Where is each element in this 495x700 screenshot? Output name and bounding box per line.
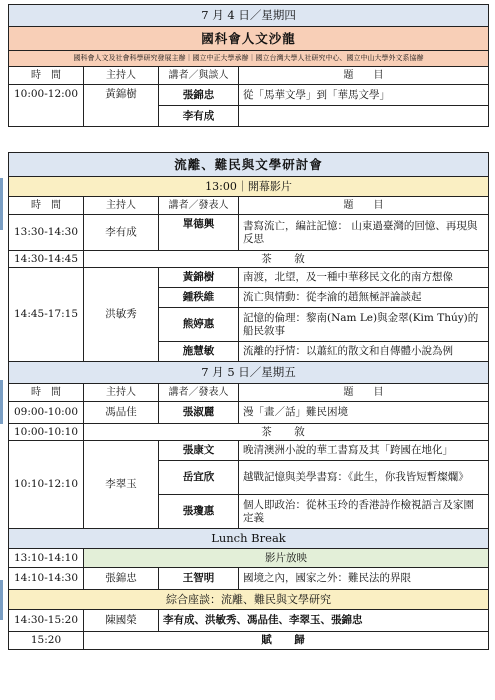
forum-title: 綜合座談：流離、難民與文學研究 bbox=[9, 590, 489, 610]
session-time: 14:45-17:15 bbox=[9, 268, 84, 362]
header-topic: 題 目 bbox=[239, 197, 489, 215]
header-speaker: 講者／發表人 bbox=[159, 197, 239, 215]
film-time: 13:10-14:10 bbox=[9, 549, 84, 568]
header-time: 時 間 bbox=[9, 67, 84, 85]
header-speaker: 講者／發表人 bbox=[159, 384, 239, 402]
speaker-name: 李有成 bbox=[159, 106, 239, 127]
opening-film: 13:00｜開幕影片 bbox=[9, 177, 489, 197]
speaker-name: 熊婷惠 bbox=[159, 308, 239, 342]
film-screening: 影片放映 bbox=[84, 549, 489, 568]
header-host: 主持人 bbox=[84, 384, 159, 402]
speaker-name: 單德興 bbox=[159, 215, 239, 251]
speaker-name: 鍾秩維 bbox=[159, 288, 239, 308]
speaker-name: 施慧敏 bbox=[159, 342, 239, 362]
conference-title: 流離、難民與文學研討會 bbox=[9, 153, 489, 177]
organizers-line: 國科會人文及社會科學研究發展主辦｜國立中正大學承辦｜國立台灣大學人社研究中心、國立中山大學外文系協辦 bbox=[9, 51, 489, 67]
session-host: 黃錦樹 bbox=[84, 85, 159, 127]
session-time: 13:30-14:30 bbox=[9, 215, 84, 251]
session-time: 09:00-10:00 bbox=[9, 402, 84, 424]
topic-text: 流離的抒情：以蕭紅的散文和自傳體小說為例 bbox=[239, 342, 489, 362]
topic-text: 從「馬華文學」到「華馬文學」 bbox=[239, 85, 489, 106]
topic-text: 南渡，北望，及一種中華移民文化的南方想像 bbox=[239, 268, 489, 288]
speaker-name: 張淑麗 bbox=[159, 402, 239, 424]
topic-text: 書寫流亡，編註記憶： 山東過臺灣的回憶、再現與反思 bbox=[239, 215, 489, 251]
topic-text: 越戰記憶與美學書寫：《此生，你我皆短暫燦爛》 bbox=[239, 461, 489, 495]
forum-panel: 李有成、洪敏秀、馮品佳、李翠玉、張錦忠 bbox=[159, 610, 489, 632]
break-time: 14:30-14:45 bbox=[9, 251, 84, 268]
topic-text: 國境之內，國家之外：難民法的界限 bbox=[239, 568, 489, 590]
session-time: 10:00-12:00 bbox=[9, 85, 84, 127]
day2-header-row bbox=[9, 384, 489, 402]
left-margin-accent bbox=[0, 380, 3, 424]
header-speaker: 講者／與談人 bbox=[159, 67, 239, 85]
topic-text bbox=[239, 106, 489, 127]
session-host: 李有成 bbox=[84, 215, 159, 251]
salon-title: 國科會人文沙龍 bbox=[9, 27, 489, 51]
tea-break: 茶 敘 bbox=[84, 251, 489, 268]
break-time: 10:00-10:10 bbox=[9, 424, 84, 441]
session-time: 10:10-12:10 bbox=[9, 441, 84, 529]
day1-date: 7 月 4 日／星期四 bbox=[9, 5, 489, 27]
header-time: 時 間 bbox=[9, 197, 84, 215]
speaker-name: 張錦忠 bbox=[159, 85, 239, 106]
speaker-name: 黃錦樹 bbox=[159, 268, 239, 288]
day2-date: 7 月 5 日／星期五 bbox=[9, 362, 489, 384]
end-time: 15:20 bbox=[9, 632, 84, 650]
header-host: 主持人 bbox=[84, 67, 159, 85]
topic-text: 晚清澳洲小說的華工書寫及其「跨國在地化」 bbox=[239, 441, 489, 461]
topic-text: 流亡與情動：從李渝的趙無極評論談起 bbox=[239, 288, 489, 308]
session-host: 李翠玉 bbox=[84, 441, 159, 529]
conference-table bbox=[8, 152, 489, 650]
header-host: 主持人 bbox=[84, 197, 159, 215]
topic-text: 漫「畫／話」難民困境 bbox=[239, 402, 489, 424]
forum-time: 14:30-15:20 bbox=[9, 610, 84, 632]
left-margin-accent bbox=[0, 178, 3, 230]
conference-header-row bbox=[9, 197, 489, 215]
topic-text: 記憶的倫理：黎南(Nam Le)與金翠(Kim Thúy)的船民敘事 bbox=[239, 308, 489, 342]
header-time: 時 間 bbox=[9, 384, 84, 402]
adjourn-label: 賦 歸 bbox=[84, 632, 489, 650]
header-topic: 題 目 bbox=[239, 67, 489, 85]
session-host: 馮品佳 bbox=[84, 402, 159, 424]
topic-text: 個人即政治：從林玉玲的香港詩作檢視語言及家園定義 bbox=[239, 495, 489, 529]
speaker-name: 岳宜欣 bbox=[159, 461, 239, 495]
speaker-name: 張康文 bbox=[159, 441, 239, 461]
tea-break: 茶 敘 bbox=[84, 424, 489, 441]
day1-table bbox=[8, 4, 489, 127]
session-time: 14:10-14:30 bbox=[9, 568, 84, 590]
forum-host: 陳國榮 bbox=[84, 610, 159, 632]
speaker-name: 王智明 bbox=[159, 568, 239, 590]
speaker-name: 張瓊惠 bbox=[159, 495, 239, 529]
session-host: 張錦忠 bbox=[84, 568, 159, 590]
header-topic: 題 目 bbox=[239, 384, 489, 402]
lunch-break: Lunch Break bbox=[9, 529, 489, 549]
session-host: 洪敏秀 bbox=[84, 268, 159, 362]
day1-header-row bbox=[9, 67, 489, 85]
left-margin-accent bbox=[0, 580, 3, 620]
